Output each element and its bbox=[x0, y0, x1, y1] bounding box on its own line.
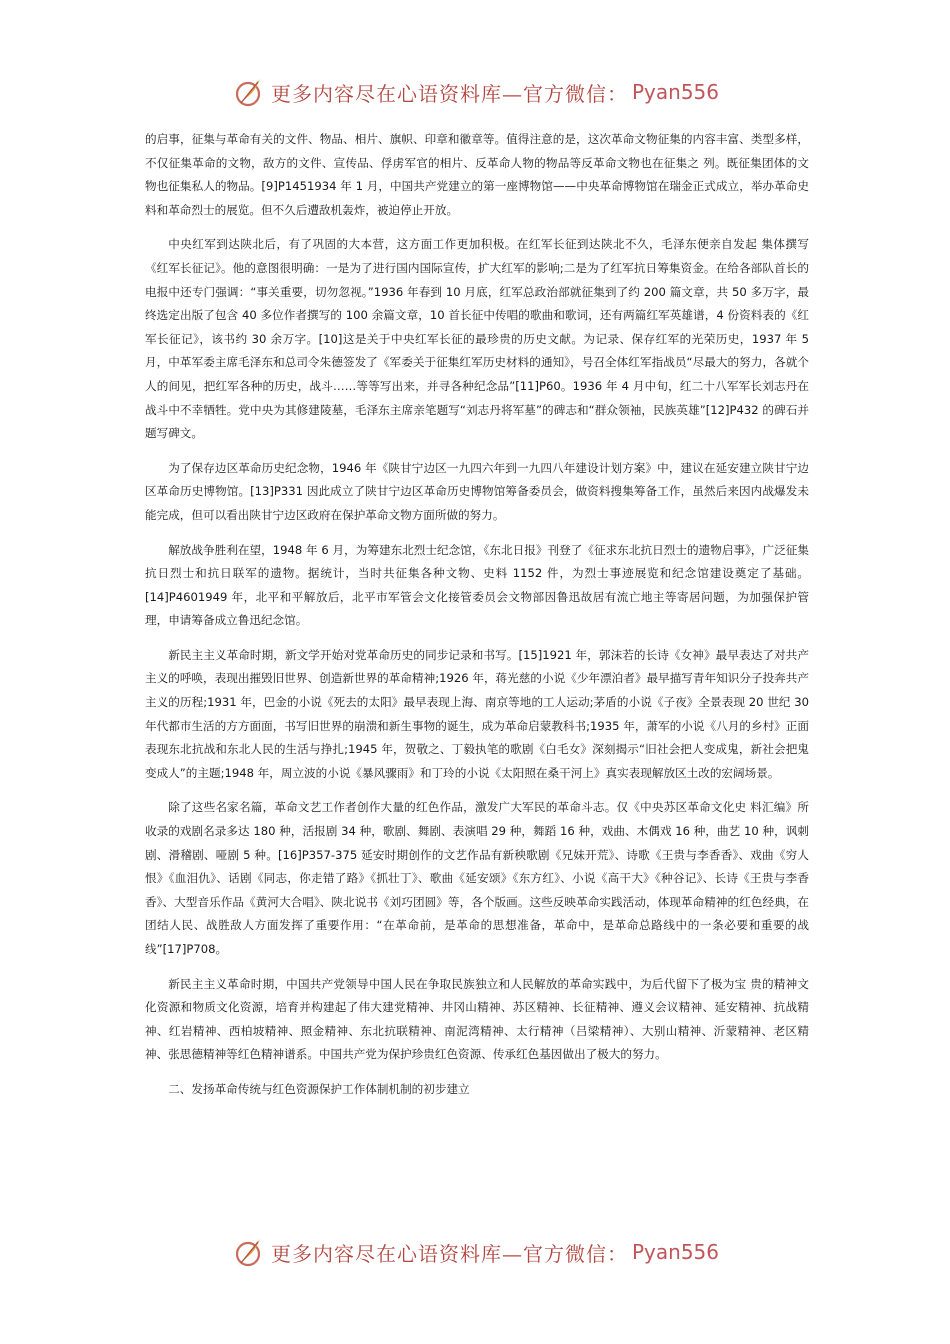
paragraph: 中央红军到达陕北后，有了巩固的大本营，这方面工作更加积极。在红军长征到达陕北不久，毛泽东便亲自发起 集体撰写《红军长征记》。他的意图很明确：一是为了进行国内国际宣传，扩大红军的影响;二是为了红军抗日筹集资金。在给各部队首长的电报中还专门强调：“事关重要，切勿忽视。”1936 年春到 10 月底，红军总政治部就征集到了约 200 篇文章，共 50 多万字，最终选定出版了包含 40 多位作者撰写的 100 余篇文章，10 首长征中传唱的歌曲和歌词，还有两篇红军英雄谱，4 份资料表的《红军长征记》，该书约 30 余万字。[10]这是关于中央红军长征的最珍贵的历史文献。为记录、保存红军的光荣历史，1937 年 5 月，中革军委主席毛泽东和总司令朱德签发了《军委关于征集红军历史材料的通知》，号召全体红军指战员“尽最大的努力，各就个人的间见，把红军各种的历史，战斗……等等写出来，并寻各种纪念品”[11]P60。1936 年 4 月中旬，红二十八军军长刘志丹在战斗中不幸牺牲。党中央为其修建陵墓，毛泽东主席亲笔题写“刘志丹将军墓”的碑志和“群众领袖，民族英雄”[12]P432 的碑石并题写碑文。 bbox=[145, 237, 809, 441]
article-body bbox=[145, 128, 809, 1113]
section-heading: 二、发扬革命传统与红色资源保护工作体制机制的初步建立 bbox=[168, 1081, 470, 1096]
watermark-wechat-id: Pyan556 bbox=[631, 80, 719, 104]
watermark-banner-top bbox=[0, 72, 950, 112]
watermark-wechat-id: Pyan556 bbox=[631, 1240, 719, 1264]
paragraph: 的启事，征集与革命有关的文件、物品、相片、旗帜、印章和徽章等。值得注意的是，这次革命文物征集的内容丰富、类型多样，不仅征集革命的文物，敌方的文件、宣传品、俘虏军官的相片、反革命人物的物品等反革命文物也在征集之 列。既征集团体的文物也征集私人的物品。[9]P1451934 年 1 月，中国共产党建立的第一座博物馆——中央革命博物馆在瑞金正式成立，举办革命史料和革命烈士的展览。但不久后遭敌机轰炸，被迫停止开放。 bbox=[145, 132, 809, 217]
feather-logo-icon bbox=[231, 75, 265, 109]
watermark-text: 更多内容尽在心语资料库—官方微信： bbox=[270, 81, 628, 106]
watermark-banner-bottom bbox=[0, 1232, 950, 1272]
paragraph: 为了保存边区革命历史纪念物，1946 年《陕甘宁边区一九四六年到一九四八年建设计划方案》中，建议在延安建立陕甘宁边区革命历史博物馆。[13]P331 因此成立了陕甘宁边区革命历史博物馆筹备委员会，做资料搜集筹备工作，虽然后来因内战爆发未能完成，但可以看出陕甘宁边区政府在保护革命文物方面所做的努力。 bbox=[145, 460, 809, 522]
paragraph: 新民主主义革命时期，新文学开始对党革命历史的同步记录和书写。[15]1921 年，郭沫若的长诗《女神》最早表达了对共产主义的呼唤，表现出摧毁旧世界、创造新世界的革命精神;1926 年，蒋光慈的小说《少年漂泊者》最早描写青年知识分子投奔共产主义的历程;1931 年，巴金的小说《死去的太阳》最早表现上海、南京等地的工人运动;茅盾的小说《子夜》全景表现 20 世纪 30 年代都市生活的方方面面，书写旧世界的崩溃和新生事物的诞生，成为革命启蒙教科书;1935 年，萧军的小说《八月的乡村》正面表现东北抗战和东北人民的生活与挣扎;1945 年，贺敬之、丁毅执笔的歌剧《白毛女》深刻揭示“旧社会把人变成鬼，新社会把鬼变成人”的主题;1948 年，周立波的小说《暴风骤雨》和丁玲的小说《太阳照在桑干河上》真实表现解放区土改的宏阔场景。 bbox=[145, 647, 809, 780]
paragraph: 解放战争胜利在望，1948 年 6 月，为筹建东北烈士纪念馆，《东北日报》刊登了《征求东北抗日烈士的遗物启事》，广泛征集抗日烈士和抗日联军的遗物。据统计，当时共征集各种文物、史料 1152 件，为烈士事迹展览和纪念馆建设奠定了基础。[14]P4601949 年，北平和平解放后，北平市军管会文化接管委员会文物部因鲁迅故居有流亡地主等寄居问题，为加强保护管理，申请筹备成立鲁迅纪念馆。 bbox=[145, 542, 809, 628]
paragraph: 新民主主义革命时期，中国共产党领导中国人民在争取民族独立和人民解放的革命实践中，为后代留下了极为宝 贵的精神文化资源和物质文化资源，培育并构建起了伟大建党精神、井冈山精神、苏区精神、长征精神、遵义会议精神、延安精神、抗战精神、红岩精神、西柏坡精神、照金精神、东北抗联精神、南泥湾精神、太行精神（吕梁精神）、大别山精神、沂蒙精神、老区精神、张思德精神等红色精神谱系。中国共产党为保护珍贵红色资源、传承红色基因做出了极大的努力。 bbox=[145, 976, 809, 1062]
paragraph: 除了这些名家名篇，革命文艺工作者创作大量的红色作品，激发广大军民的革命斗志。仅《中央苏区革命文化史 料汇编》所收录的戏剧名录多达 180 种，活报剧 34 种，歌剧、舞剧、表演唱 29 种，舞蹈 16 种，戏曲、木偶戏 16 种，曲艺 10 种，讽刺剧、滑稽剧、哑剧 5 种。[16]P357-375 延安时期创作的文艺作品有新秧歌剧《兄妹开荒》、诗歌《王贵与李香香》、戏曲《穷人恨》《血泪仇》、话剧《同志，你走错了路》《抓壮丁》、歌曲《延安颂》《东方红》、小说《高干大》《种谷记》、长诗《王贵与李香香》、大型音乐作品《黄河大合唱》、陕北说书《刘巧团圆》等，各个版画。这些反映革命实践活动，体现革命精神的红色经典，在团结人民、战胜敌人方面发挥了重要作用：“在革命前，是革命的思想准备，革命中，是革命总路线中的一条必要和重要的战线”[17]P708。 bbox=[145, 800, 809, 956]
feather-logo-icon bbox=[231, 1235, 265, 1269]
watermark-text: 更多内容尽在心语资料库—官方微信： bbox=[270, 1241, 628, 1266]
